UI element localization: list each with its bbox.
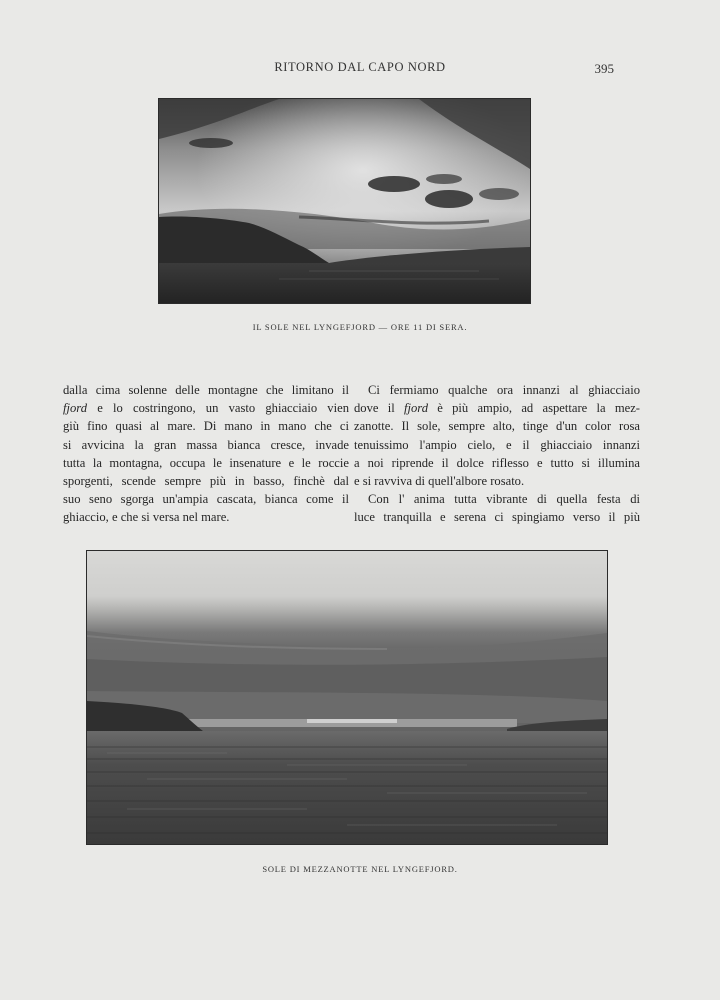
text-line: zanotte. Il sole, sempre alto, tinge d'un color rosa <box>354 419 640 434</box>
text-line: suo seno sgorga un'ampia cascata, bianca come il <box>63 492 349 507</box>
text-line: Ci fermiamo qualche ora innanzi al ghiacciaio <box>368 383 640 397</box>
text-line: e si ravviva di quell'albore rosato. <box>354 473 525 488</box>
figure-caption-sunset: IL SOLE NEL LYNGEFJORD — ORE 11 DI SERA. <box>252 322 468 332</box>
running-head <box>0 60 720 80</box>
figure-caption-midnight-sun: SOLE DI MEZZANOTTE NEL LYNGEFJORD. <box>262 864 458 874</box>
text-line: ghiaccio, e che si versa nel mare. <box>63 510 230 525</box>
text-column-left <box>63 381 349 527</box>
text-line: fjord e lo costringono, un vasto ghiacciaio vien <box>63 401 349 416</box>
text-line: dalla cima solenne delle montagne che limitano il <box>63 383 349 397</box>
text-line: dove il fjord è più ampio, ad aspettare la mez- <box>354 401 640 416</box>
text-line: tenuissimo l'ampio cielo, e il ghiacciaio innanzi <box>354 437 640 452</box>
text-line: Con l' anima tutta vibrante di quella festa di <box>368 492 640 507</box>
photo-midnight-sun-image <box>87 551 607 844</box>
running-title: RITORNO DAL CAPO NORD <box>274 60 446 74</box>
photo-sunset-image <box>159 99 530 303</box>
text-column-right <box>354 381 640 527</box>
text-line: luce tranquilla e serena ci spingiamo verso il più <box>354 510 640 525</box>
page-number: 395 <box>594 61 614 76</box>
text-line: a noi riprende il dolce riflesso e tutto si illumina <box>354 455 640 470</box>
text-line: sporgenti, scende sempre più in basso, finchè dal <box>63 473 349 488</box>
text-line: tutta la montagna, occupa le insenature e le roccie <box>63 455 349 470</box>
text-line: si avvicina la gran massa bianca cresce, invade <box>63 437 349 452</box>
text-line: giù fino quasi al mare. Di mano in mano che ci <box>63 419 349 434</box>
photo-sunset-lyngefjord <box>158 98 531 304</box>
photo-midnight-sun-lyngefjord <box>86 550 608 845</box>
